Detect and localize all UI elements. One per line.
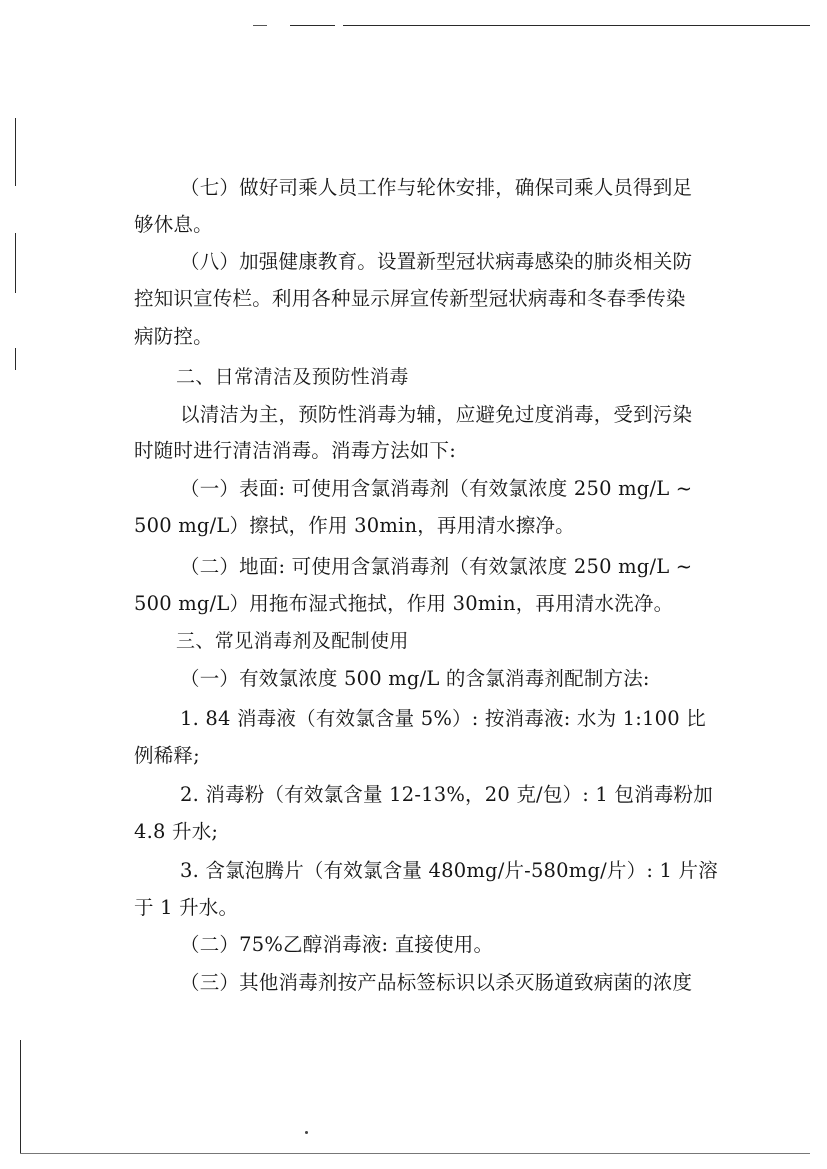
section-heading: 二、日常清洁及预防性消毒 [176, 366, 409, 388]
text-line: 时随时进行清洁消毒。消毒方法如下: [134, 439, 456, 462]
text-line: 病防控。 [134, 325, 213, 348]
text-line: （八）加强健康教育。设置新型冠状病毒感染的肺炎相关防 [180, 250, 693, 273]
text-line: 控知识宣传栏。利用各种显示屏宣传新型冠状病毒和冬春季传染 [134, 287, 686, 310]
text-line: （一）有效氯浓度 500 mg/L 的含氯消毒剂配制方法: [180, 667, 650, 690]
text-line: 于 1 升水。 [134, 896, 239, 919]
text-line: （二）75%乙醇消毒液: 直接使用。 [180, 933, 494, 956]
scan-bottom-rule [20, 1153, 810, 1154]
text-line: 4.8 升水; [134, 820, 219, 843]
text-line: 500 mg/L）擦拭，作用 30min，再用清水擦净。 [134, 514, 575, 537]
scan-speck [305, 1131, 308, 1134]
section-heading: 三、常见消毒剂及配制使用 [176, 630, 409, 652]
scan-left-edge [15, 348, 16, 370]
text-line: （七）做好司乘人员工作与轮休安排，确保司乘人员得到足 [180, 176, 693, 199]
text-line: 够休息。 [134, 213, 213, 236]
scan-left-edge [15, 118, 16, 186]
text-line: 3. 含氯泡腾片（有效氯含量 480mg/片-580mg/片）: 1 片溶 [180, 859, 718, 882]
scan-left-edge [15, 233, 16, 293]
text-line: 2. 消毒粉（有效氯含量 12-13%，20 克/包）: 1 包消毒粉加 [180, 783, 713, 806]
text-line: 以清洁为主，预防性消毒为辅，应避免过度消毒，受到污染 [180, 403, 693, 426]
scan-top-rule [343, 25, 810, 26]
scan-top-rule [253, 25, 267, 26]
text-line: 500 mg/L）用拖布湿式拖拭，作用 30min，再用清水洗净。 [134, 592, 674, 615]
scan-left-edge [20, 1040, 21, 1154]
scan-top-rule [290, 25, 335, 26]
text-line: （三）其他消毒剂按产品标签标识以杀灭肠道致病菌的浓度 [180, 971, 693, 994]
text-line: （二）地面: 可使用含氯消毒剂（有效氯浓度 250 mg/L ~ [180, 555, 693, 578]
text-line: 例稀释; [134, 744, 200, 767]
text-line: 1. 84 消毒液（有效氯含量 5%）: 按消毒液: 水为 1:100 比 [180, 707, 706, 730]
text-line: （一）表面: 可使用含氯消毒剂（有效氯浓度 250 mg/L ~ [180, 477, 693, 500]
